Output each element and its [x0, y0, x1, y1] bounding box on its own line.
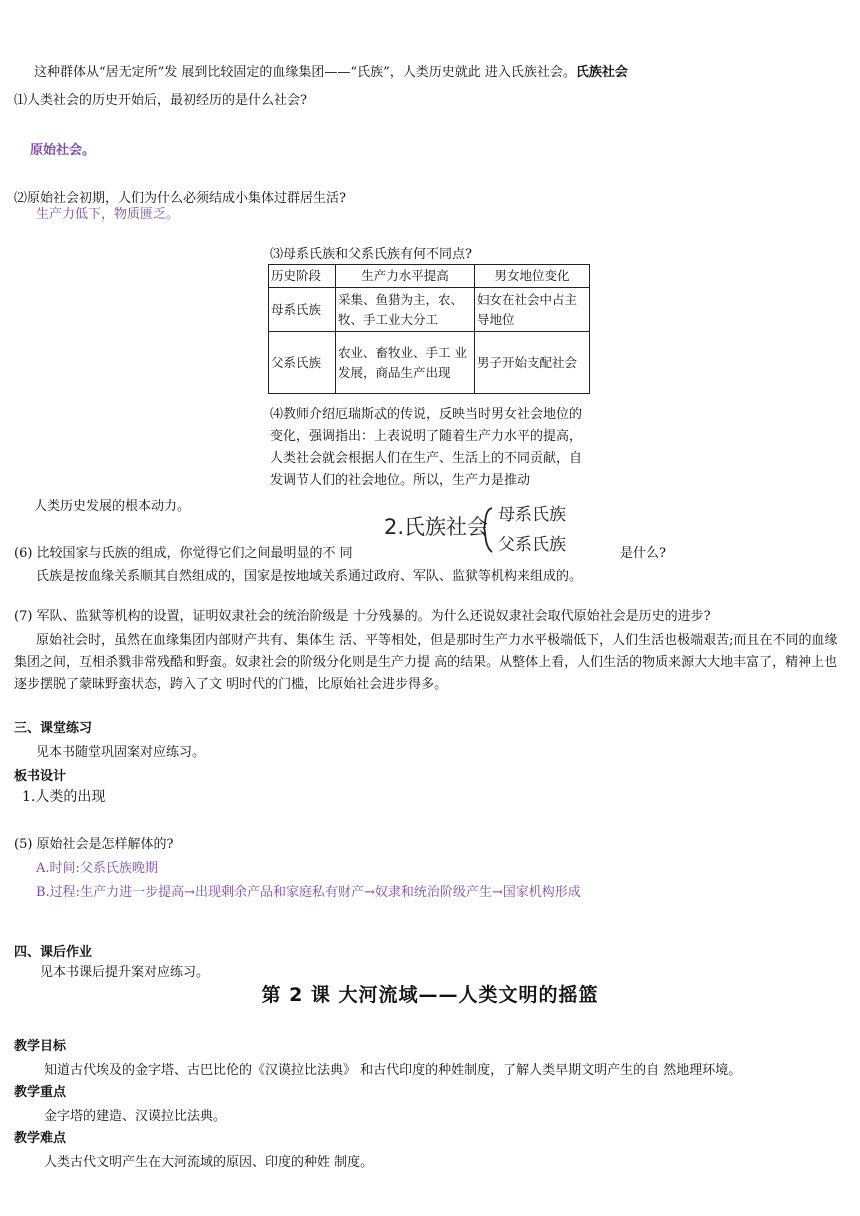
question-6-start: (6) 比较国家与氏族的组成，你觉得它们之间最明显的不 同	[14, 546, 353, 561]
table-header-cell: 生产力水平提高	[336, 265, 475, 288]
answer-5-b: B.过程:生产力进一步提高→出现剩余产品和家庭私有财产→奴隶和统治阶级产生→国家机构形成	[36, 885, 581, 900]
section-4-heading: 四、课后作业	[14, 945, 93, 960]
answer-5-a: A.时间:父系氏族晚期	[36, 861, 158, 876]
table-cell: 农业、畜牧业、手工 业发展，商品生产出现	[336, 332, 475, 394]
table-cell: 妇女在社会中占主导地位	[475, 288, 590, 332]
table-row	[269, 332, 590, 394]
table-cell: 父系氏族	[269, 332, 336, 394]
section-3-text: 见本书随堂巩固案对应练习。	[36, 745, 206, 760]
table-row	[269, 288, 590, 332]
board-heading: 板书设计	[14, 769, 67, 784]
difficulty-heading: 教学难点	[14, 1131, 67, 1146]
question-2: ⑵原始社会初期，人们为什么必须结成小集体过群居生活?	[14, 191, 346, 206]
handwriting-item: 母系氏族	[498, 505, 566, 525]
question-3: ⑶母系氏族和父系氏族有何不同点?	[270, 247, 472, 262]
intro-bold: 氏族社会	[575, 65, 628, 80]
teacher-note: ⑷教师介绍厄瑞斯忒的传说，反映当时男女社会地位的变化，强调指出：上表说明了随着生产力水平的提高，人类社会就会根据人们在生产、生活上的不同贡献，自发调节人们的社会地位。所以，生产力是推动	[270, 407, 583, 488]
key-text: 金字塔的建造、汉谟拉比法典。	[44, 1109, 227, 1124]
handwritten-board-note	[380, 498, 600, 558]
question-1: ⑴人类社会的历史开始后，最初经历的是什么社会?	[14, 93, 307, 108]
table-header-cell: 男女地位变化	[475, 265, 590, 288]
table-cell: 男子开始支配社会	[475, 332, 590, 394]
comparison-table	[268, 264, 590, 394]
answer-7: 原始社会时，虽然在血缘集团内部财产共有、集体生 活、平等相处，但是那时生产力水平极端低下，人们生活也极端艰苦;而且在不同的血缘集团之间，互相杀戮非常残酷和野蛮。奴隶社会的阶级分化则是生产力提 高的结果。从整体上看，人们生活的物质来源大大地丰富了，精神上也逐步摆脱了蒙昧野蛮状态，跨入了文 明时代的门槛，比原始社会进步得多。	[14, 633, 838, 692]
table-cell: 采集、鱼猎为主，农、牧、手工业大分工	[336, 288, 475, 332]
handwriting-item: 父系氏族	[498, 535, 566, 555]
goal-heading: 教学目标	[14, 1039, 67, 1054]
answer-6: 氏族是按血缘关系顺其自然组成的，国家是按地域关系通过政府、军队、监狱等机构来组成的。	[36, 569, 583, 584]
answer-1: 原始社会。	[30, 143, 96, 158]
intro-line	[34, 64, 628, 82]
difficulty-text: 人类古代文明产生在大河流域的原因、印度的种姓 制度。	[44, 1155, 374, 1170]
table-header-cell: 历史阶段	[269, 265, 336, 288]
question-7: (7) 军队、监狱等机构的设置，证明奴隶社会的统治阶级是 十分残暴的。为什么还说奴隶社会取代原始社会是历史的进步?	[14, 609, 711, 624]
board-item-1: 1.人类的出现	[22, 789, 106, 805]
key-heading: 教学重点	[14, 1085, 67, 1100]
intro-text: 这种群体从“居无定所”发 展到比较固定的血缘集团——“氏族”，人类历史就此 进入氏族社会。	[34, 65, 576, 80]
section-4-text: 见本书课后提升案对应练习。	[40, 965, 210, 980]
table-header-row	[269, 265, 590, 288]
lesson-2-title: 第 2 课 大河流域——人类文明的摇篮	[261, 984, 599, 1006]
section-3-heading: 三、课堂练习	[14, 721, 93, 736]
answer-2: 生产力低下，物质匮乏。	[36, 207, 180, 222]
teacher-note-tail: 人类历史发展的根本动力。	[34, 499, 191, 514]
goal-text: 知道古代埃及的金字塔、古巴比伦的《汉谟拉比法典》 和古代印度的种姓制度，了解人类早期文明产生的自 然地理环境。	[44, 1063, 742, 1078]
question-5: (5) 原始社会是怎样解体的?	[14, 837, 174, 852]
question-6-end: 是什么?	[620, 546, 666, 561]
table-cell: 母系氏族	[269, 288, 336, 332]
handwriting-label: 2.氏族社会	[384, 515, 489, 539]
